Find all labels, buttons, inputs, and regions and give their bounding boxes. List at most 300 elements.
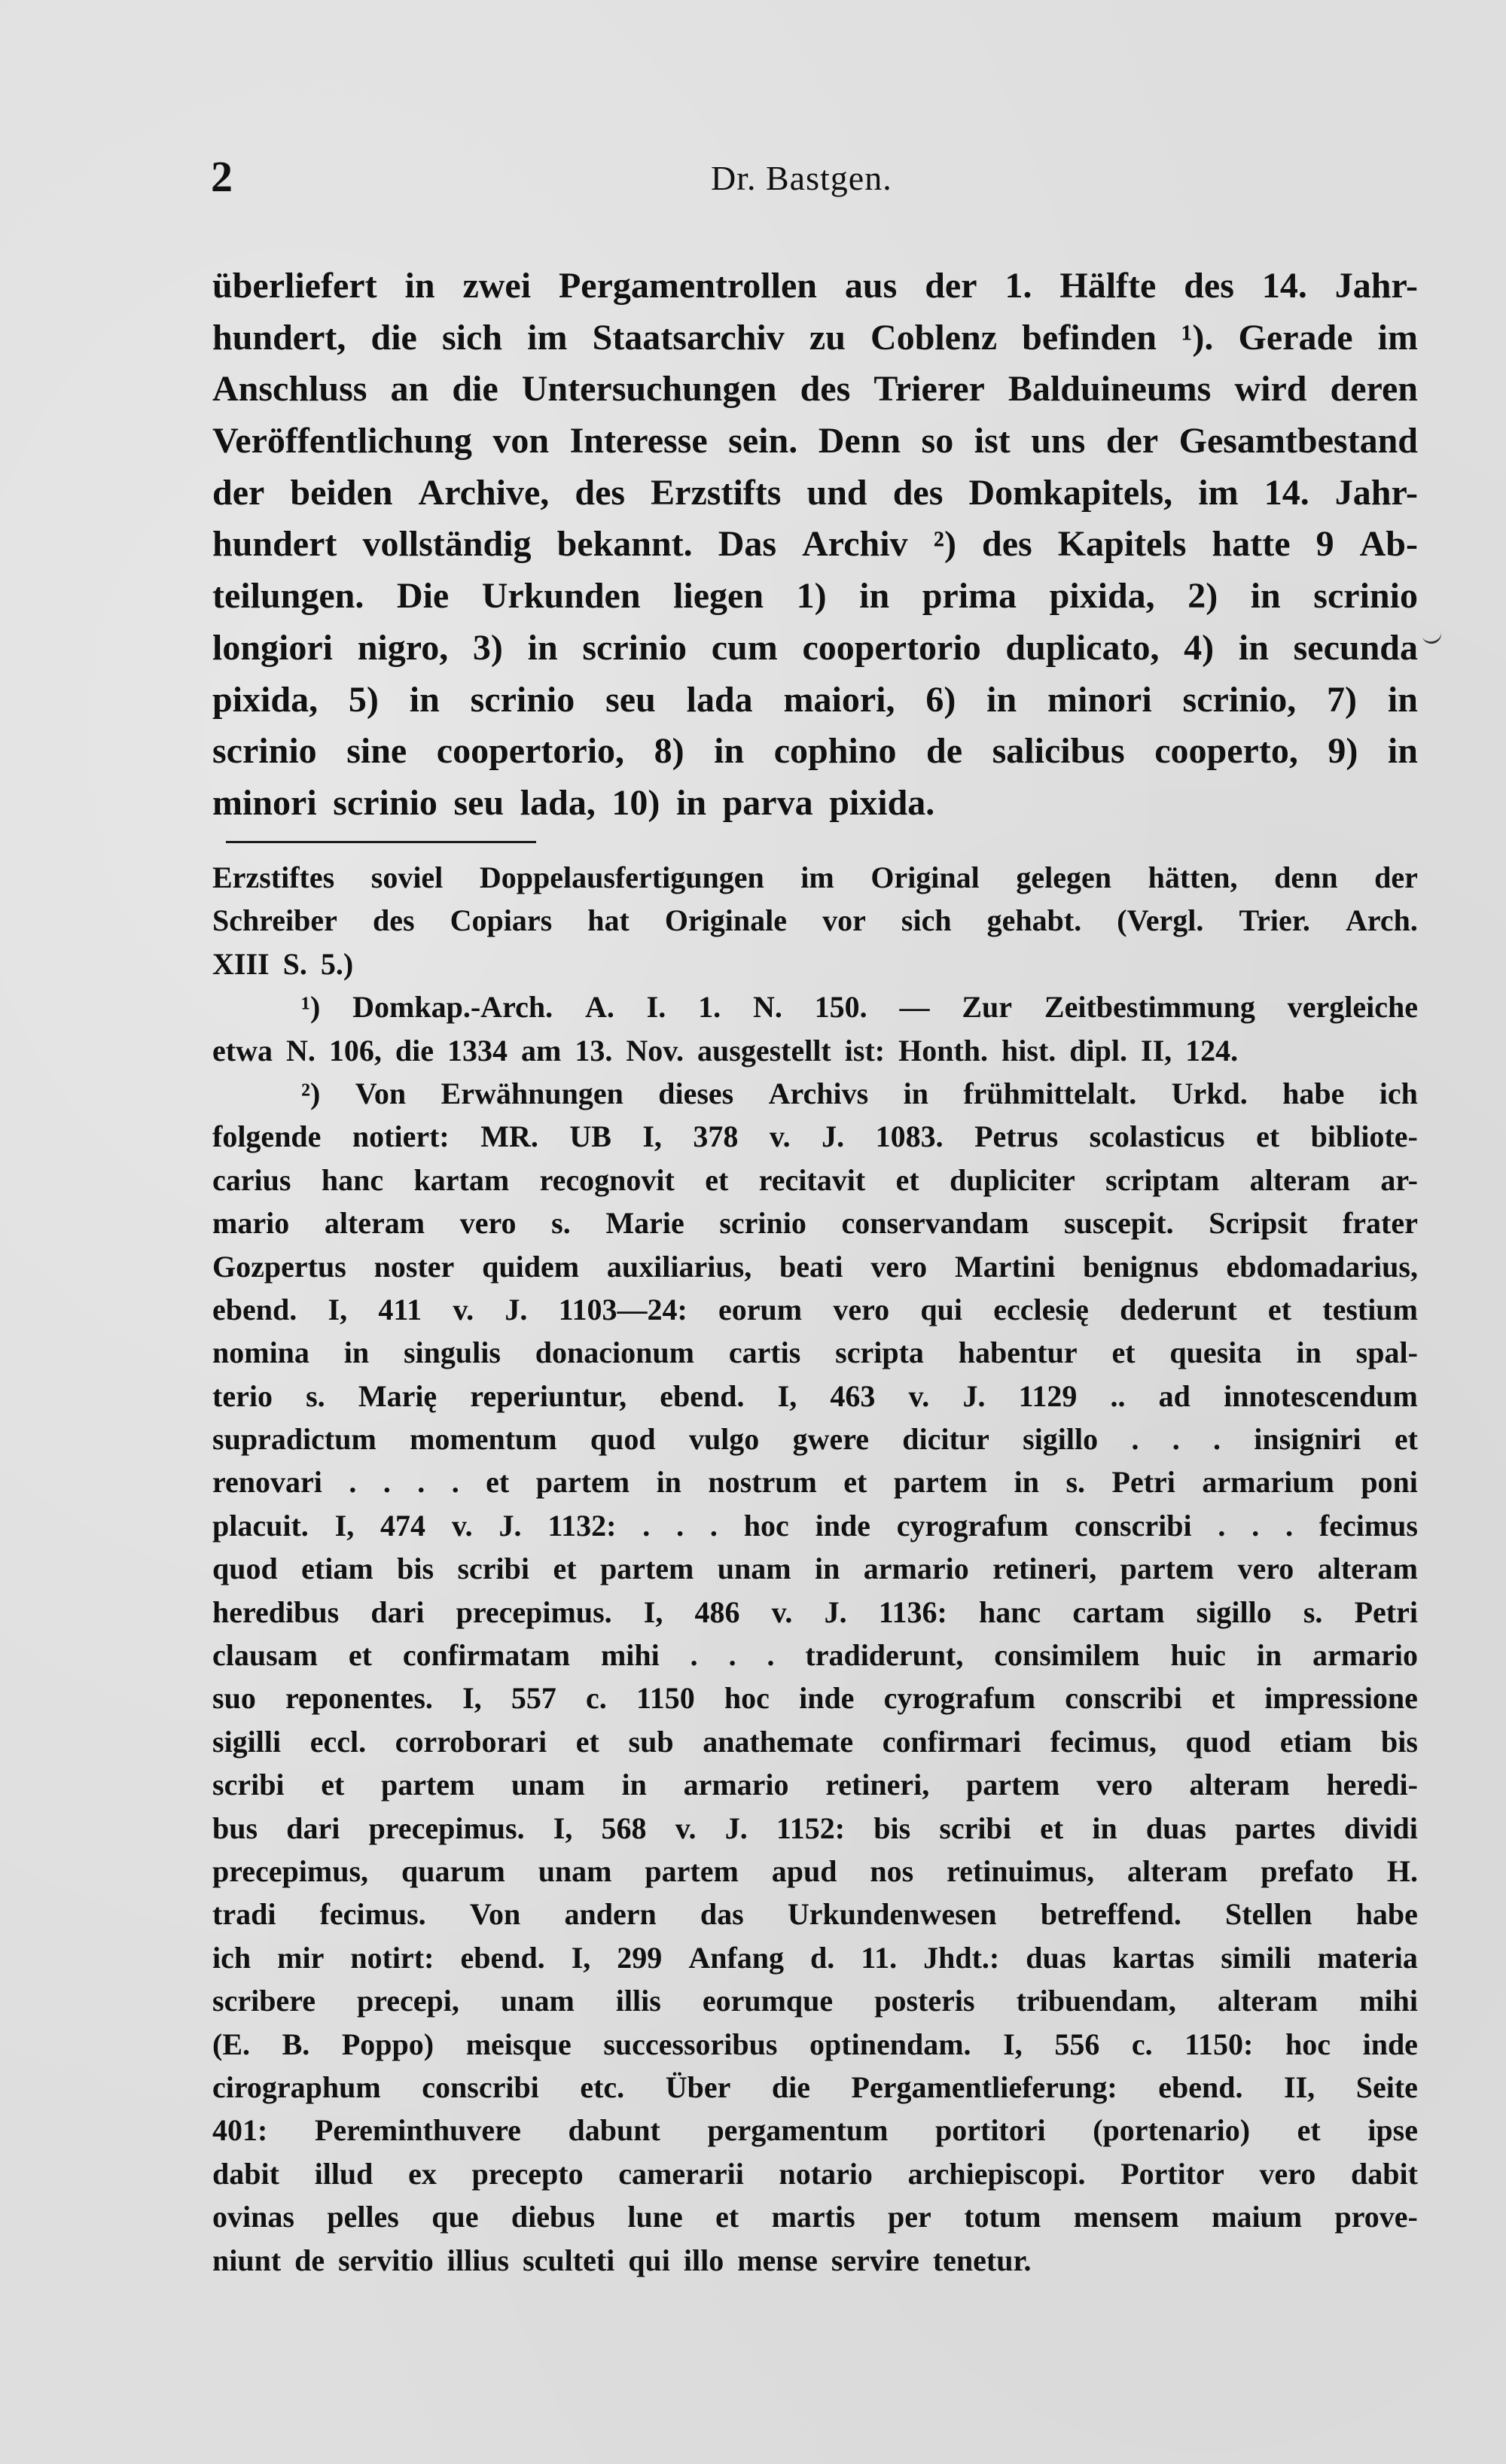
word: 150. [814,990,867,1025]
word: . [383,1465,391,1500]
word: 486 [694,1594,740,1629]
word: illud [314,2156,373,2191]
word: cyrografum [896,1508,1049,1543]
word: des [892,472,944,513]
word: nostrum [708,1465,817,1500]
text-line [212,312,1418,364]
word: diebus [511,2200,596,2234]
word: Archive, [418,472,550,513]
word: prefato [1261,1853,1354,1888]
word: vero [870,1249,928,1284]
word: I, [643,1594,663,1629]
footnote-line [212,1807,1418,1850]
word: vero [833,1292,890,1326]
word: zwei [462,266,532,306]
word: Gerade [1238,317,1353,358]
word: . [642,1508,651,1543]
word: Portitor [1120,2156,1224,2191]
word: tenetur. [932,2243,1032,2277]
word: simili [1221,1940,1291,1975]
word: singulis [403,1336,501,1370]
word: de [294,2243,325,2277]
word: recognovit [539,1162,675,1197]
word: precepto [471,2156,584,2191]
word: scrinio [719,1206,806,1241]
word: ad [1158,1378,1190,1413]
footnote-line [212,1375,1418,1418]
word: MR. [480,1119,538,1154]
word: unam [511,1768,585,1802]
word: I, [462,1681,482,1716]
word: portitori [935,2113,1046,2148]
word: I, [1003,2027,1023,2061]
word: 557 [511,1681,556,1716]
word: vulgo [688,1422,760,1457]
word: renovari [212,1465,322,1500]
word: in [1092,1811,1117,1845]
word: qui [628,2243,670,2277]
word: die [395,1033,434,1068]
word: I, [334,1508,355,1543]
word: et [575,1724,599,1759]
word: scrinio [582,627,687,668]
word: et [895,1162,919,1197]
word: 14. [1261,266,1307,306]
word: in [656,1465,681,1500]
word: 1) [796,576,827,617]
word: der [212,472,265,513]
word: N. [752,990,782,1025]
word: 5) [348,679,379,720]
running-title: Dr. Bastgen. [711,159,892,197]
word: in [986,679,1017,720]
word: I, [328,1292,348,1326]
word: ist: [844,1033,886,1068]
footnote-line [212,1677,1418,1719]
word: supradictum [212,1422,376,1457]
word: duplicato, [1005,627,1160,668]
word: illis [615,1984,661,2018]
word: Staatsarchiv [592,317,785,358]
word: J. [498,1508,522,1543]
word: . [728,1638,736,1673]
word: et [1267,1292,1291,1326]
word: hanc [321,1162,384,1197]
word: . [1251,1508,1260,1543]
word: im [527,317,568,358]
word: coopertorio [802,627,981,668]
word: dividi [1343,1811,1418,1845]
word: sich [442,317,503,358]
word: und [806,472,867,513]
word: mir [277,1940,325,1975]
word: 1132: [547,1508,617,1543]
word: UB [569,1119,611,1154]
word: des [575,472,626,513]
word: Pergamentrollen [558,266,817,306]
word: beiden [290,472,393,513]
word: posteris [874,1984,975,2018]
text-line [212,468,1418,519]
word: . [349,1465,357,1500]
word: . [417,1465,425,1500]
word: Petrus [974,1119,1059,1154]
word: quod [590,1422,656,1457]
word: poni [1361,1465,1418,1500]
word: 568 [601,1811,647,1845]
word: im [1377,317,1418,358]
word: vero [1259,2156,1316,2191]
word: v. [771,1594,793,1629]
word: Nov. [626,1033,684,1068]
word: Das [718,524,777,565]
word: vero [1096,1768,1153,1802]
word: meisque [465,2027,572,2061]
word: Urkunden [481,576,641,617]
word: mario [212,1206,290,1241]
word: B. [282,2027,310,2061]
word: bis [397,1552,434,1586]
word: 4) [1184,627,1215,668]
word: et [843,1465,867,1500]
word: cartis [728,1336,801,1370]
word: donacionum [535,1336,694,1370]
word: 474 [380,1508,426,1543]
word: pixida, [1049,576,1155,617]
footnote-line [212,2152,1418,2195]
word: wird [1234,369,1307,410]
word: Pergamentlieferung: [851,2070,1117,2104]
word: hundert, [212,317,346,358]
word: ar- [1380,1162,1418,1197]
word: hundert [212,524,337,565]
word: cirographum [212,2070,381,2104]
word: et [1256,1119,1280,1154]
word: Martini [955,1249,1056,1284]
word: in [903,1076,928,1110]
word: Zeitbestimmung [1044,990,1255,1025]
word: hätten, [1148,860,1238,894]
text-line [212,260,1418,312]
word: I, [553,1811,573,1845]
word: Gesamtbestand [1178,421,1418,461]
word: martis [771,2200,855,2234]
word: I, [571,1940,591,1975]
footnote-line [212,1288,1418,1331]
word: in [1014,1465,1040,1500]
word: beati [779,1249,843,1284]
word: suscepit. [1064,1206,1174,1241]
word: in [527,627,558,668]
word: cophino [773,731,897,772]
word: successoribus [603,2027,778,2061]
word: Jahr- [1334,472,1418,513]
word: 378 [693,1119,739,1154]
word: partem [535,1465,630,1500]
word: hatte [1212,524,1291,565]
word: . [767,1638,775,1673]
word: confirmatam [402,1638,571,1673]
word: Erzstifts [651,472,782,513]
word: partem [893,1465,988,1500]
word: alteram [1249,1162,1350,1197]
word: Interesse [569,421,708,461]
word: andern [564,1897,657,1932]
word: d. [810,1940,835,1975]
word: folgende [212,1119,322,1154]
footnote-line [212,1159,1418,1202]
word: alteram [1217,1984,1319,2018]
word: notirt: [350,1940,434,1975]
word: conservandam [841,1206,1029,1241]
word: scribi [212,1768,285,1802]
word: Arch. [1345,903,1418,938]
word: an [390,369,429,410]
word: scrinio, [1182,679,1297,720]
word: etiam [1279,1724,1352,1759]
text-line [212,571,1418,623]
word: lune [627,2200,683,2234]
word: Doppelausfertigungen [479,860,764,894]
word: prima [922,576,1017,617]
footnote-line [212,1763,1418,1806]
word: scrinio [212,731,317,772]
word: confirmari [882,1724,1022,1759]
word: sich [901,903,952,938]
word: J. [962,1378,986,1413]
word: de [926,731,963,772]
word: sigillo [1023,1422,1099,1457]
word: in [1250,576,1281,617]
word: mihi [1359,1984,1418,2018]
word: et [1211,1681,1236,1716]
word: minori [212,782,317,823]
word: so [921,421,954,461]
word: v. [453,1292,474,1326]
word: Urkundenwesen [787,1897,997,1932]
word: betreffend. [1040,1897,1181,1932]
word: . [1213,1422,1221,1457]
footnote-line [212,943,1418,985]
word: der [1105,421,1159,461]
word: retineri, [825,1768,930,1802]
word: cum [711,627,778,668]
word: etc. [580,2070,625,2104]
word: Hälfte [1059,266,1157,306]
footnote-line [212,985,1418,1028]
word: vero [459,1206,517,1241]
word: et [1040,1811,1064,1845]
footnote-line [212,1936,1418,1979]
word: Denn [818,421,901,461]
word: scribi [457,1552,530,1586]
footnote-line [212,1720,1418,1763]
word: 299 [617,1940,663,1975]
page-number: 2 [211,152,233,201]
word: duas [1145,1811,1206,1845]
footnote-line [212,2195,1418,2238]
word: precepimus. [456,1594,612,1629]
word: hist. [1001,1033,1056,1068]
word: der [925,266,977,306]
word: ebend. [460,1940,545,1975]
word: Seite [1355,2070,1418,2104]
word: in [1238,627,1269,668]
word: optinendam. [809,2027,971,2061]
word: mihi [600,1638,660,1673]
word: unam [717,1552,791,1586]
word: anathemate [703,1724,854,1759]
word: terio [212,1378,273,1413]
word: J. [505,1292,528,1326]
word: Archiv [802,524,908,565]
word: heredibus [212,1594,340,1629]
word: Anfang [688,1940,785,1975]
word: 10) [611,782,660,823]
word: tradi [212,1897,276,1932]
word: . [451,1465,459,1500]
word: noster [373,1249,455,1284]
word: 1150 [636,1681,695,1716]
word: 1334 [447,1033,508,1068]
footnote-line [212,1202,1418,1244]
word: bis [1381,1724,1418,1759]
footnote-line [212,899,1418,942]
word: ebdomadarius, [1226,1249,1418,1284]
word: gehabt. [986,903,1082,938]
word: scrinio [333,782,437,823]
footnote-line [212,2239,1418,2282]
footnote-line [212,1331,1418,1374]
word: in [1296,1336,1322,1370]
word: et [553,1552,577,1586]
word: 124. [1185,1033,1239,1068]
word: totum [964,2200,1041,2234]
word: conscribi [1065,1681,1182,1716]
word: I, [777,1378,797,1413]
word: Copiars [450,903,553,938]
word: II, [1284,2070,1315,2104]
word: uns [1031,421,1086,461]
word: partes [1235,1811,1315,1845]
word: habe [1355,1897,1418,1932]
word: teilungen. [212,576,364,617]
word: des [1184,266,1234,306]
word: die [771,2070,810,2104]
word: coopertorio, [436,731,625,772]
word: Coblenz [870,317,998,358]
word: longiori [212,627,334,668]
footnotes-body [212,856,1418,2282]
word: zu [809,317,846,358]
word: parva [722,782,813,823]
word: vero [1237,1552,1294,1586]
word: Gozpertus [212,1249,346,1284]
word: . [709,1508,718,1543]
word: Urkd. [1171,1076,1248,1110]
word: illius [447,2243,510,2277]
word: (E. [212,2027,250,2061]
word: archiepiscopi. [907,2156,1086,2191]
word: secunda [1293,627,1418,668]
word: dicitur [902,1422,989,1457]
word: v. [908,1378,930,1413]
word: 14. [1264,472,1309,513]
word: 9) [1328,731,1358,772]
word: Untersuchungen [521,369,777,410]
word: partem [1120,1552,1215,1586]
word: im [800,860,834,894]
word: liegen [673,576,764,617]
word: in [404,266,435,306]
word: alteram [1189,1768,1290,1802]
word: Stellen [1224,1897,1312,1932]
word: precepimus, [212,1853,369,1888]
word: dari [286,1811,340,1845]
word: 6) [925,679,956,720]
word: J. [724,1811,748,1845]
word: que [431,2200,479,2234]
text-line [212,675,1418,726]
word: hoc [724,1681,770,1716]
word: v. [769,1119,791,1154]
word: N. [285,1033,316,1068]
word: partem [380,1768,475,1802]
word: S. [282,946,307,981]
word: c. [586,1681,607,1716]
word: recitavit [758,1162,866,1197]
word: nomina [212,1336,309,1370]
word: A. [584,990,614,1025]
word: habe [1282,1076,1345,1110]
word: s. [551,1206,571,1241]
word: inde [1362,2027,1418,2061]
word: quidem [482,1249,580,1284]
word: insigniri [1254,1422,1361,1457]
footnote-separator-rule [226,841,536,843]
word: vollständig [362,524,532,565]
word: denn [1274,860,1338,894]
word: alteram [324,1206,425,1241]
word: das [700,1897,744,1932]
word: Balduineums [1008,369,1212,410]
word: et [1111,1336,1136,1370]
word: des [372,903,415,938]
word: befinden [1022,317,1157,358]
word: ich [212,1940,252,1975]
word: clausam [212,1638,318,1673]
word: 1. [698,990,721,1025]
word: ausgestellt [697,1033,831,1068]
word: et [1297,2113,1321,2148]
word: scrinio [470,679,575,720]
word: quarum [401,1853,505,1888]
word: dupliciter [950,1162,1075,1197]
word: scriptam [1105,1162,1220,1197]
word: Scripsit [1209,1206,1308,1241]
footnote-line [212,1029,1418,1072]
word: armarium [1202,1465,1334,1500]
word: Veröffentlichung [212,421,472,461]
word: ebend. [212,1292,297,1326]
word: sculteti [523,2243,615,2277]
word: armario [1312,1638,1418,1673]
word: testium [1322,1292,1418,1326]
word: fecimus, [1050,1724,1157,1759]
word: partem [965,1768,1060,1802]
word: (Vergl. [1117,903,1204,938]
word: dieses [658,1076,734,1110]
